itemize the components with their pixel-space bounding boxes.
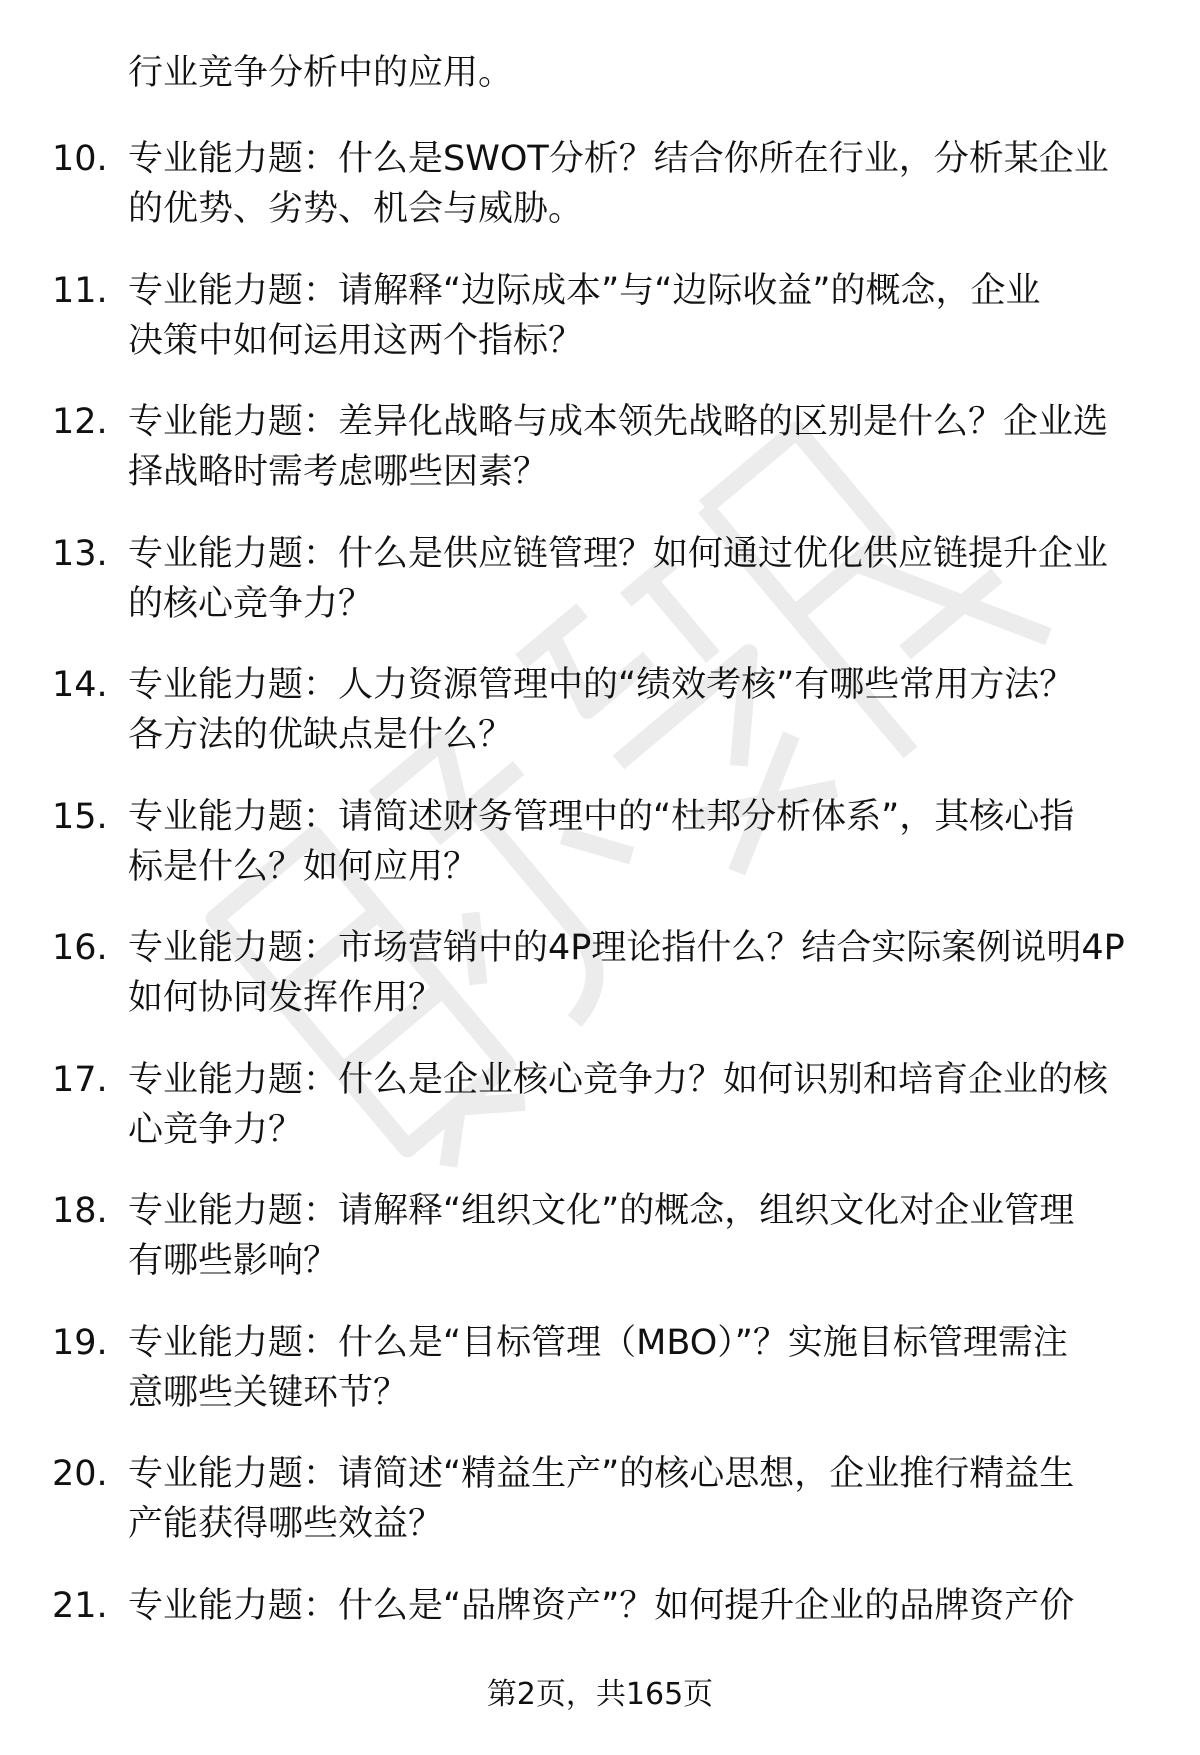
question-line: 择战略时需考虑哪些因素？ (128, 452, 549, 492)
question-number: 16. (52, 928, 108, 968)
question-text (128, 1055, 1150, 1155)
question-number: 15. (52, 796, 108, 837)
question-line: 意哪些关键环节？ (128, 1372, 409, 1413)
question-text (128, 1581, 1150, 1631)
question-text (128, 1449, 1150, 1549)
question-line: 专业能力题：什么是SWOT分析？结合你所在行业，分析某企业 (128, 139, 1109, 179)
question-line: 专业能力题：什么是供应链管理？如何通过优化供应链提升企业 (128, 533, 1109, 574)
question-number: 17. (52, 1059, 108, 1100)
question-item (0, 397, 1200, 529)
question-item (0, 134, 1200, 266)
question-line: 各方法的优缺点是什么？ (128, 715, 514, 755)
question-line: 标是什么？如何应用？ (128, 846, 479, 887)
question-line: 如何协同发挥作用？ (128, 978, 444, 1018)
question-text (128, 397, 1150, 497)
question-text (128, 134, 1150, 234)
page-footer: 第2页，共165页 (486, 1677, 714, 1712)
question-line: 专业能力题：人力资源管理中的“绩效考核”有哪些常用方法？ (128, 665, 1075, 705)
question-item (0, 266, 1200, 398)
question-text (128, 529, 1150, 629)
question-line: 专业能力题：什么是企业核心竞争力？如何识别和培育企业的核 (128, 1059, 1109, 1100)
question-number: 18. (52, 1191, 108, 1231)
question-number: 12. (52, 402, 108, 442)
question-item (0, 792, 1200, 924)
question-number: 19. (52, 1322, 108, 1363)
question-number: 10. (52, 139, 108, 179)
question-line: 专业能力题：市场营销中的4P理论指什么？结合实际案例说明4P (128, 928, 1125, 968)
question-line: 的优势、劣势、机会与威胁。 (128, 189, 584, 229)
question-number: 20. (52, 1454, 108, 1494)
question-text (128, 1318, 1150, 1418)
question-line: 决策中如何运用这两个指标？ (128, 320, 584, 361)
question-number: 11. (52, 270, 108, 311)
question-line: 专业能力题：差异化战略与成本领先战略的区别是什么？企业选 (128, 402, 1109, 442)
question-item (0, 529, 1200, 661)
question-number: 21. (52, 1585, 108, 1626)
question-line: 心竞争力？ (128, 1109, 304, 1150)
question-number: 14. (52, 665, 108, 705)
question-text (128, 792, 1150, 892)
question-text (128, 923, 1150, 1023)
question-text (128, 266, 1150, 366)
question-item (0, 1318, 1200, 1450)
question-item (0, 660, 1200, 792)
question-list (0, 134, 1200, 1712)
question-line: 产能获得哪些效益？ (128, 1504, 444, 1544)
question-line: 专业能力题：请解释“边际成本”与“边际收益”的概念，企业 (128, 270, 1041, 311)
question-text (128, 1186, 1150, 1286)
question-line: 专业能力题：什么是“品牌资产”？如何提升企业的品牌资产价 (128, 1585, 1075, 1626)
question-line: 有哪些影响？ (128, 1241, 339, 1281)
question-item (0, 1055, 1200, 1187)
question-line: 专业能力题：请简述“精益生产”的核心思想，企业推行精益生 (128, 1454, 1075, 1494)
question-line: 专业能力题：什么是“目标管理（MBO）”？实施目标管理需注 (128, 1322, 1068, 1363)
question-item (0, 1449, 1200, 1581)
question-number: 13. (52, 533, 108, 574)
question-line: 专业能力题：请解释“组织文化”的概念，组织文化对企业管理 (128, 1191, 1075, 1231)
question-item (0, 1186, 1200, 1318)
question-line: 的核心竞争力？ (128, 583, 374, 624)
question-line: 专业能力题：请简述财务管理中的“杜邦分析体系”，其核心指 (128, 796, 1075, 837)
continuation-text: 行业竞争分析中的应用。 (128, 53, 514, 93)
question-item (0, 923, 1200, 1055)
question-text (128, 660, 1150, 760)
